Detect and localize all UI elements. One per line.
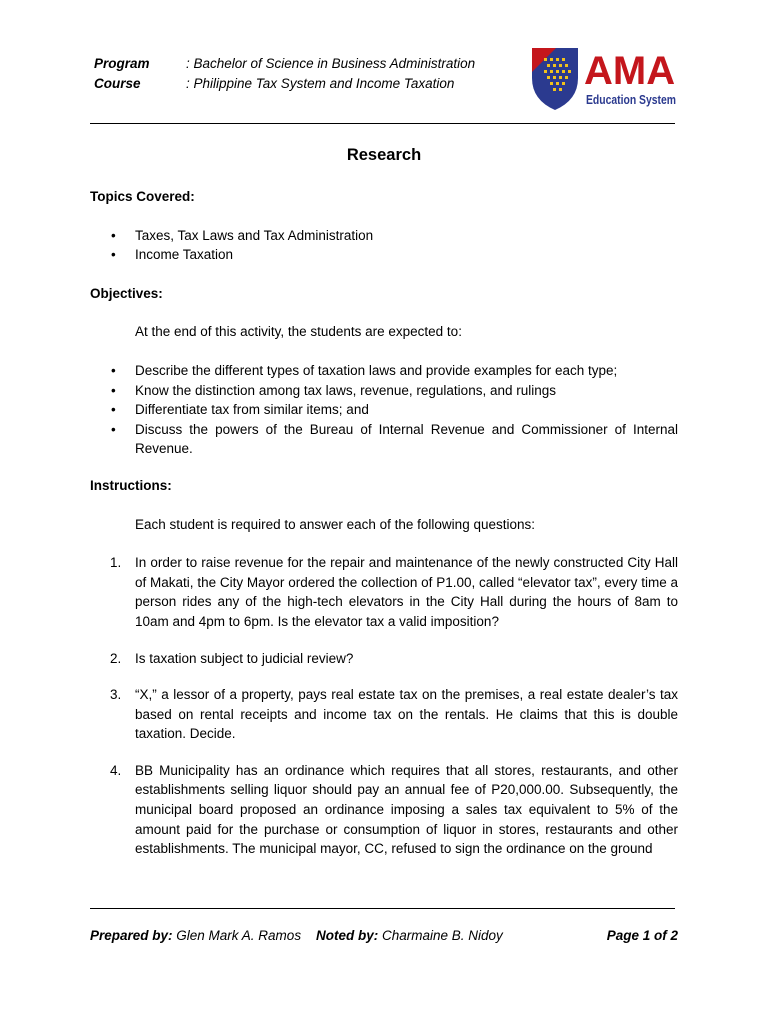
- program-row: [94, 54, 475, 74]
- question-item: 1. In order to raise revenue for the repair and maintenance of the newly constructed City Hall of Makati, the City Mayor ordered the collection of P1.00, called “elevator tax”, every time a person rides any of the high-tech elevators in the City Hall during the hours of 8am to 10am and 4pm to 6pm. Is the elevator tax a valid imposition?: [110, 555, 678, 629]
- topics-heading: Topics Covered:: [90, 189, 195, 204]
- program-value: : Bachelor of Science in Business Administration: [186, 56, 476, 71]
- list-item: • Income Taxation: [90, 245, 678, 265]
- bullet-icon: •: [111, 382, 116, 398]
- course-row: [94, 74, 475, 94]
- document-header: [94, 54, 475, 94]
- document-body: [90, 187, 678, 859]
- instructions-intro: Each student is required to answer each of the following questions:: [135, 516, 535, 532]
- page-number: Page 1 of 2: [606, 928, 678, 943]
- list-item: • Describe the different types of taxation laws and provide examples for each type;: [90, 361, 678, 381]
- bullet-icon: •: [111, 247, 116, 263]
- objectives-list: [90, 361, 678, 459]
- objectives-heading: Objectives:: [90, 285, 163, 301]
- instructions-heading: Instructions:: [90, 477, 172, 493]
- list-item: • Know the distinction among tax laws, revenue, regulations, and rulings: [90, 381, 678, 401]
- topics-list: [90, 226, 678, 265]
- logo-text: AMA: [584, 49, 676, 93]
- ama-logo-graphic: [530, 44, 680, 112]
- footer-divider: [90, 908, 675, 909]
- question-item: 2. Is taxation subject to judicial review?: [110, 650, 354, 666]
- course-label: Course: [94, 76, 141, 91]
- bullet-icon: •: [111, 402, 116, 418]
- course-value: : Philippine Tax System and Income Taxation: [186, 76, 455, 91]
- page-title: Research: [346, 146, 422, 164]
- question-item: 3. “X,” a lessor of a property, pays real estate tax on the premises, a real estate dealer’s tax based on rental receipts and income tax on the rentals. He claims that this is double taxation. Decide.: [110, 687, 678, 742]
- ama-logo: [530, 44, 680, 112]
- questions-list: [90, 553, 678, 859]
- bullet-icon: •: [111, 362, 116, 378]
- bullet-icon: •: [111, 227, 116, 243]
- program-label: Program: [94, 56, 150, 71]
- list-item: • Differentiate tax from similar items; and: [90, 400, 678, 420]
- noted-by: Noted by: Charmaine B. Nidoy: [316, 928, 503, 943]
- header-divider: [90, 123, 675, 124]
- prepared-by: Prepared by: Glen Mark A. Ramos: [90, 928, 302, 943]
- list-item: • Taxes, Tax Laws and Tax Administration: [90, 226, 678, 246]
- list-item: • Discuss the powers of the Bureau of Internal Revenue and Commissioner of Internal Revenue.: [111, 421, 678, 457]
- question-item: 4. BB Municipality has an ordinance which requires that all stores, restaurants, and other establishments selling liquor should pay an annual fee of P20,000.00. Subsequently, the municipal board proposed an ordinance imposing a sales tax equivalent to 5% of the amount paid for the purchase or consumption of liquor in stores, restaurants and other establishments. The municipal mayor, CC, refused to sign the ordinance on the ground: [110, 762, 678, 857]
- logo-subtext: Education System: [586, 92, 676, 107]
- objectives-intro: At the end of this activity, the students are expected to:: [135, 324, 462, 340]
- bullet-icon: •: [111, 421, 116, 437]
